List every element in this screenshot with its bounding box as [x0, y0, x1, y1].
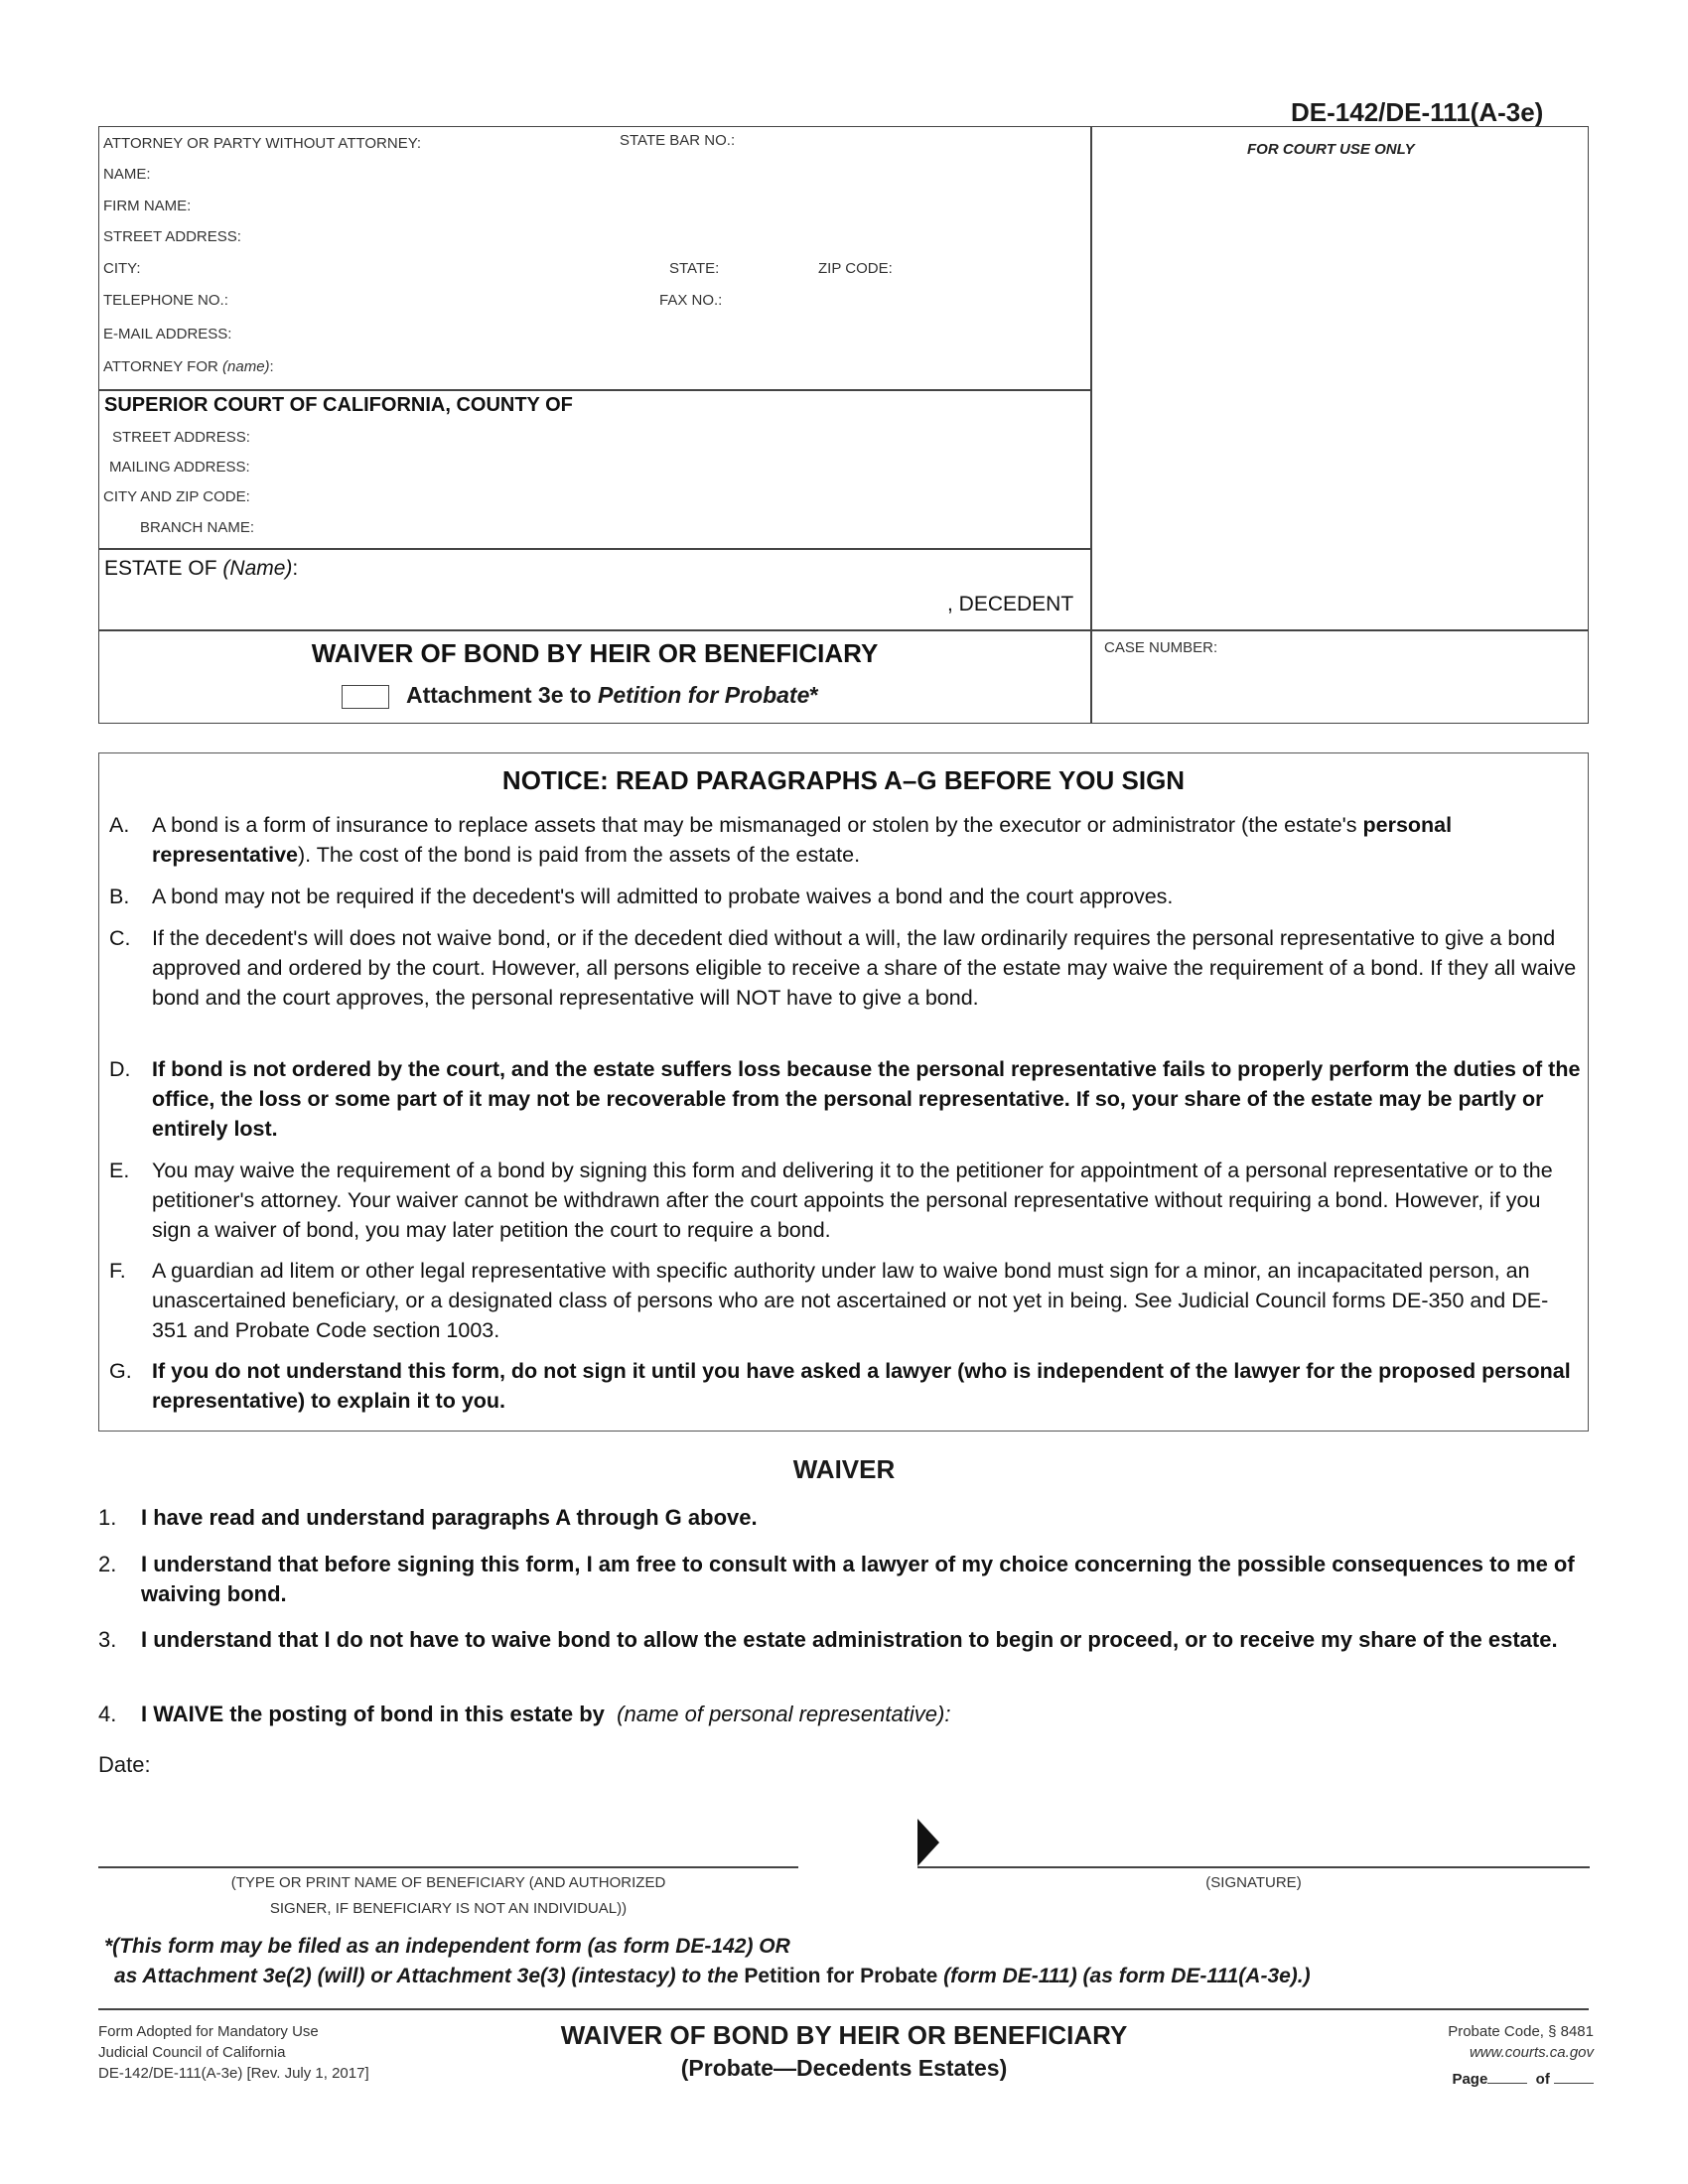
court-title: SUPERIOR COURT OF CALIFORNIA, COUNTY OF [104, 394, 573, 416]
attachment-checkbox[interactable] [342, 685, 389, 709]
attorney-for-label: ATTORNEY FOR (name): [103, 358, 274, 375]
zip-code-label: ZIP CODE: [818, 260, 893, 277]
caption-box [98, 126, 1589, 724]
case-number-label: CASE NUMBER: [1104, 639, 1218, 656]
decedent-label: , DECEDENT [947, 593, 1074, 615]
signature-line[interactable] [917, 1866, 1590, 1868]
date-label: Date: [98, 1752, 151, 1777]
footer-divider [98, 2008, 1589, 2010]
signature-caption: (SIGNATURE) [1205, 1874, 1302, 1891]
city-label: CITY: [103, 260, 141, 277]
notice-title: NOTICE: READ PARAGRAPHS A–G BEFORE YOU SIGN [501, 765, 1186, 795]
court-use-label: FOR COURT USE ONLY [1247, 141, 1415, 158]
notice-box: NOTICE: READ PARAGRAPHS A–G BEFORE YOU SIGN A. A bond is a form of insurance to replace assets that may be mismanaged or stolen by the executor or administrator (the estate's personal representative). The cost of the bond is paid from the assets of the estate. B. A bond may not be required if the decedent's will admitted to probate waives a bond and the court approves. C. If the decedent's will does not waive bond, or if the decedent died without a will, the law ordinarily requires the personal representative to give a bond approved and ordered by the court. However, all persons eligible to receive a share of the estate may waive the requirement of a bond. If they all waive bond and the court approves, the personal representative will NOT have to give a bond. D. If bond is not ordered by the court, and the estate suffers loss because the personal representative fails to properly perform the duties of the office, the loss or some part of it may not be recoverable from the personal representative. If so, your share of the estate may be partly or entirely lost. E. You may waive the requirement of a bond by signing this form and delivering it to the petitioner for appointment of a personal representative or to the petitioner's attorney. Your waiver cannot be withdrawn after the court appoints the personal representative without requiring a bond. However, if you sign a waiver of bond, you may later petition the court to require a bond. F. A guardian ad litem or other legal representative with specific authority under law to waive bond must sign for a minor, an incapacitated person, an unascertained beneficiary, or a designated class of persons who are not ascertained or not yet in being. See Judicial Council forms DE-350 and DE-351 and Probate Code section 1003. G. If you do not understand this form, do not sign it until you have asked a lawyer (who is independent of the lawyer for the proposed personal representative) to explain it to you. [98, 752, 1589, 1432]
footer-left: Form Adopted for Mandatory Use Judicial Council of California DE-142/DE-111(A-3e) [Rev. July 1, 2017] [98, 2023, 369, 2082]
state-bar-label: STATE BAR NO.: [620, 132, 736, 149]
form-number: DE-142/DE-111(A-3e) [1291, 97, 1544, 127]
court-city-zip-label: CITY AND ZIP CODE: [103, 488, 250, 505]
telephone-label: TELEPHONE NO.: [103, 292, 228, 309]
court-mailing-label: MAILING ADDRESS: [109, 459, 250, 476]
court-street-label: STREET ADDRESS: [112, 429, 250, 446]
name-line[interactable] [98, 1866, 798, 1868]
footer-right: Probate Code, § 8481 www.courts.ca.gov Page of [1448, 2023, 1594, 2088]
filing-note: *(This form may be filed as an independent form (as form DE-142) OR as Attachment 3e(2) (will) or Attachment 3e(3) (intestacy) to the Petition for Probate (form DE-111) (as form DE-111(A-3e).) [104, 1935, 1311, 1987]
waiver-title: WAIVER [792, 1454, 896, 1484]
attachment-label: Attachment 3e to Petition for Probate* [406, 682, 819, 708]
court-branch-label: BRANCH NAME: [140, 519, 255, 536]
firm-name-label: FIRM NAME: [103, 198, 192, 214]
email-label: E-MAIL ADDRESS: [103, 326, 232, 342]
name-caption: (TYPE OR PRINT NAME OF BENEFICIARY (AND AUTHORIZED SIGNER, IF BENEFICIARY IS NOT AN INDIVIDUAL)) [230, 1874, 666, 1917]
fax-label: FAX NO.: [659, 292, 723, 309]
form-title: WAIVER OF BOND BY HEIR OR BENEFICIARY [311, 638, 879, 668]
name-label: NAME: [103, 166, 151, 183]
sign-here-arrow-icon [917, 1819, 939, 1866]
street-address-label: STREET ADDRESS: [103, 228, 241, 245]
attorney-label: ATTORNEY OR PARTY WITHOUT ATTORNEY: [103, 135, 422, 152]
footer-title: WAIVER OF BOND BY HEIR OR BENEFICIARY (Probate—Decedents Estates) [560, 2020, 1128, 2081]
state-label: STATE: [669, 260, 720, 277]
estate-of-label: ESTATE OF (Name): [104, 557, 299, 580]
